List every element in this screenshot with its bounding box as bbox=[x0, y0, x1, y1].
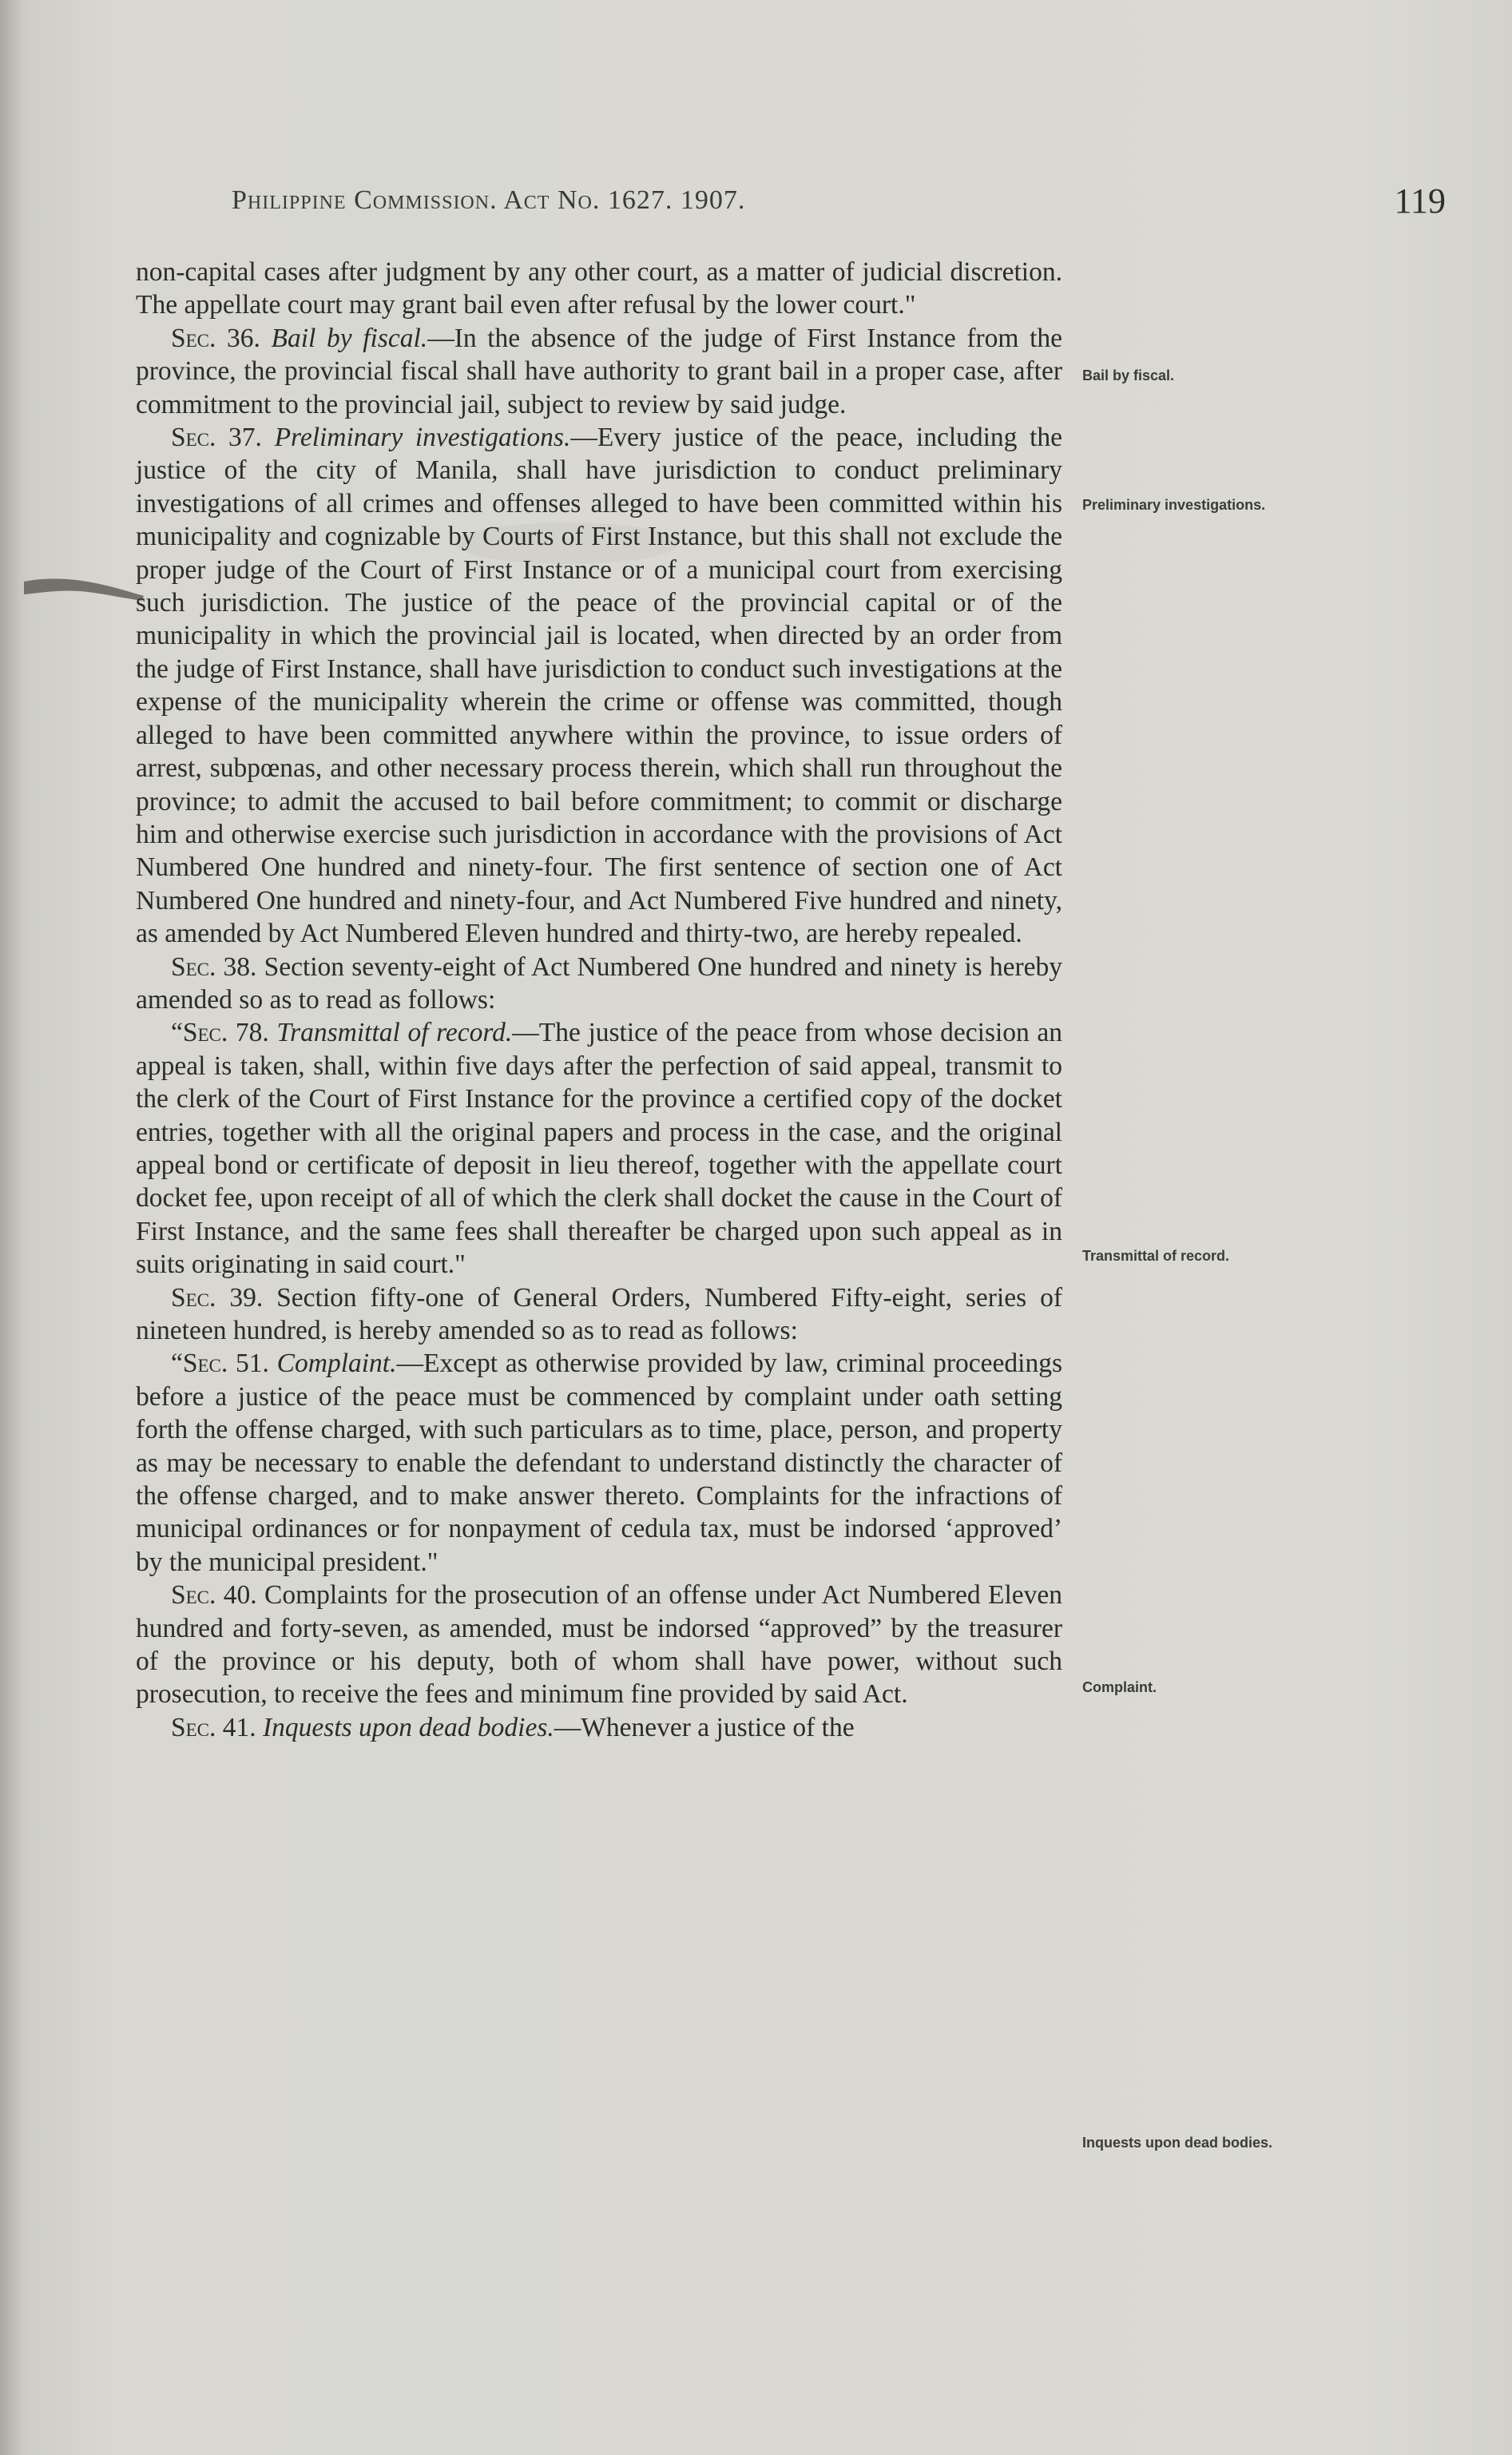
open-quote: “ bbox=[171, 1018, 183, 1048]
margin-note-complaint: Complaint. bbox=[1082, 1679, 1157, 1695]
section-text: —Except as otherwise provided by law, criminal proceedings before a justice of the peace must be commenced by complaint under oath setting forth the offense charged, with such particulars as to time, place, person, and property as may be necessary to enable the defendant to understand distinctly the character of the offense charged, and to make answer thereto. Complaints for the infractions of municipal ordinances or for nonpayment of cedula tax, must be indorsed ‘approved’ by the municipal president." bbox=[136, 1349, 1062, 1577]
margin-note-inquests-upon-dead-bodies: Inquests upon dead bodies. bbox=[1082, 2135, 1273, 2151]
section-37 bbox=[136, 421, 1062, 951]
margin-note-transmittal-of-record: Transmittal of record. bbox=[1082, 1248, 1230, 1264]
section-number: Sec. 36. bbox=[171, 323, 260, 353]
section-51-quoted bbox=[136, 1347, 1062, 1579]
section-number: Sec. 39. bbox=[171, 1282, 264, 1313]
section-heading: Transmittal of record. bbox=[276, 1018, 513, 1048]
margin-note-bail-by-fiscal: Bail by fiscal. bbox=[1082, 367, 1175, 383]
section-text: —The justice of the peace from whose decision an appeal is taken, shall, within five days after the perfection of said appeal, transmit to the clerk of the Court of First Instance for the province a certified copy of the docket entries, together with all the original papers and process in the case, and the original appeal bond or certificate of deposit in lieu thereof, together with the appellate court docket fee, upon receipt of all of which the clerk shall docket the cause in the Court of First Instance, and the same fees shall thereafter be charged upon such appeal as in suits originating in said court." bbox=[136, 1018, 1062, 1280]
section-number: Sec. 41. bbox=[171, 1712, 256, 1742]
section-heading: Preliminary investigations. bbox=[274, 423, 571, 453]
section-text: —In the absence of the judge of First Instance from the province, the provincial fiscal shall have authority to grant bail in a proper case, after commitment to the provincial jail, subject to review by said judge. bbox=[136, 323, 1063, 419]
section-text: Section seventy-eight of Act Numbered One hundred and ninety is hereby amended so as to read as follows: bbox=[136, 951, 1062, 1015]
section-number: Sec. 37. bbox=[171, 423, 262, 453]
section-heading: Inquests upon dead bodies. bbox=[263, 1712, 554, 1742]
margin-note-preliminary-investigations: Preliminary investigations. bbox=[1082, 497, 1266, 513]
section-38 bbox=[136, 951, 1062, 1017]
page-header bbox=[224, 181, 1454, 233]
section-39 bbox=[136, 1281, 1062, 1348]
section-text: —Whenever a justice of the bbox=[554, 1712, 855, 1742]
section-heading: Complaint. bbox=[276, 1349, 397, 1379]
section-heading: Bail by fiscal. bbox=[271, 323, 428, 353]
running-head: Philippine Commission. Act No. 1627. 1907. bbox=[232, 185, 746, 215]
section-number: Sec. 78. bbox=[182, 1018, 269, 1048]
paragraph-text: non-capital cases after judgment by any other court, as a matter of judicial discretion. The appellate court may grant bail even after refusal by the lower court." bbox=[136, 257, 1062, 320]
section-41 bbox=[136, 1711, 1062, 1744]
open-quote: “ bbox=[171, 1349, 183, 1379]
paper-tear-mark bbox=[24, 574, 144, 602]
section-text: Section fifty-one of General Orders, Numbered Fifty-eight, series of nineteen hundred, is hereby amended so as to read as follows: bbox=[136, 1282, 1062, 1345]
section-number: Sec. 51. bbox=[182, 1349, 269, 1379]
page-number: 119 bbox=[1394, 181, 1446, 220]
page-gutter-shadow bbox=[0, 0, 21, 2455]
section-text: —Every justice of the peace, including the justice of the city of Manila, shall have jurisdiction to conduct preliminary investigations of all crimes and offenses alleged to have been committed within his municipality and cognizable by Courts of First Instance, but this shall not exclude the proper judge of the Court of First Instance or of a municipal court from exercising such jurisdiction. The justice of the peace of the provincial capital or of the municipality in which the provincial jail is located, when directed by an order from the judge of First Instance, shall have jurisdiction to conduct such investigations at the expense of the municipality wherein the crime or offense was committed, though alleged to have been committed anywhere within the province, to issue orders of arrest, subpœnas, and other necessary process therein, which shall run throughout the province; to admit the accused to bail before commitment; to commit or discharge him and otherwise exercise such jurisdiction in accordance with the provisions of Act Numbered One hundred and ninety-four. The first sentence of section one of Act Numbered One hundred and ninety-four, and Act Numbered Five hundred and ninety, as amended by Act Numbered Eleven hundred and thirty-two, are hereby repealed. bbox=[136, 423, 1062, 949]
body-text bbox=[136, 256, 1062, 1744]
section-number: Sec. 40. bbox=[171, 1580, 257, 1611]
section-text: Complaints for the prosecution of an offense under Act Numbered Eleven hundred and forty-seven, as amended, must be indorsed “approved” by the treasurer of the province or his deputy, both of whom shall have power, without such prosecution, to receive the fees and minimum fine provided by said Act. bbox=[136, 1580, 1063, 1710]
section-40 bbox=[136, 1579, 1062, 1711]
section-number: Sec. 38. bbox=[171, 951, 257, 982]
section-36 bbox=[136, 322, 1062, 421]
paragraph-continuation bbox=[136, 256, 1062, 322]
section-78-quoted bbox=[136, 1016, 1062, 1281]
